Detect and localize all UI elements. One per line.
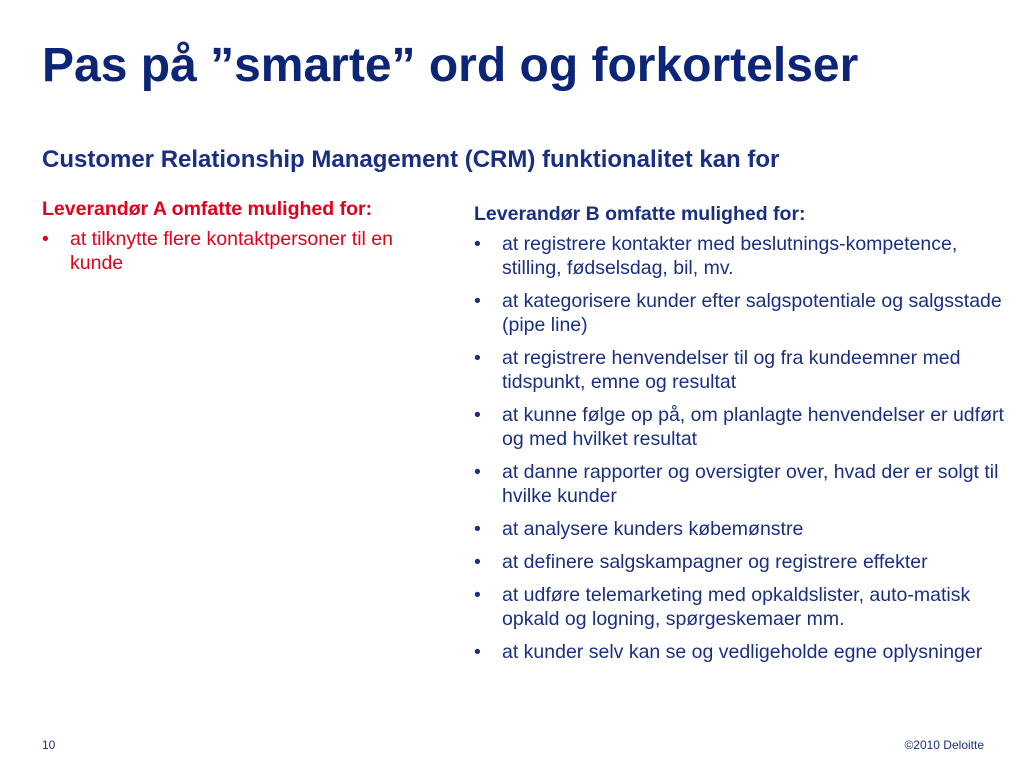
bullet-icon: •: [474, 404, 481, 426]
bullet-icon: •: [474, 641, 481, 663]
list-item-text: at udføre telemarketing med opkaldslister, auto-matisk opkald og logning, spørgeskemaer mm.: [502, 584, 971, 630]
list-item-text: at definere salgskampagner og registrere effekter: [502, 551, 928, 573]
list-item-text: at registrere henvendelser til og fra kundeemner med tidspunkt, emne og resultat: [502, 347, 961, 393]
list-item-text: at tilknytte flere kontaktpersoner til en kunde: [70, 228, 393, 274]
vendor-b-heading: Leverandør B omfatte mulighed for:: [474, 203, 806, 225]
page-number: 10: [42, 738, 56, 752]
list-item: [474, 346, 1014, 394]
list-item-text: at analysere kunders købemønstre: [502, 518, 804, 540]
bullet-icon: •: [474, 584, 481, 606]
list-item: [42, 227, 434, 275]
bullet-icon: •: [474, 290, 481, 312]
vendor-b-column: [474, 202, 1014, 673]
list-item: [474, 403, 1014, 451]
vendor-a-column: [42, 197, 434, 275]
bullet-icon: •: [474, 518, 481, 540]
list-item: [474, 517, 1014, 541]
list-item: [474, 232, 1014, 280]
vendor-a-heading: Leverandør A omfatte mulighed for:: [42, 198, 373, 220]
slide-subtitle: Customer Relationship Management (CRM) funktionalitet kan for: [42, 146, 780, 173]
list-item: [474, 583, 1014, 631]
vendor-b-list: [474, 232, 1014, 664]
copyright-notice: ©2010 Deloitte: [904, 738, 984, 752]
list-item: [474, 460, 1014, 508]
list-item-text: at registrere kontakter med beslutnings-kompetence, stilling, fødselsdag, bil, mv.: [502, 233, 958, 279]
bullet-icon: •: [474, 347, 481, 369]
bullet-icon: •: [474, 551, 481, 573]
list-item-text: at kunder selv kan se og vedligeholde egne oplysninger: [502, 641, 983, 663]
list-item-text: at kategorisere kunder efter salgspotentiale og salgsstade (pipe line): [502, 290, 1002, 336]
list-item-text: at kunne følge op på, om planlagte henvendelser er udført og med hvilket resultat: [502, 404, 1004, 450]
list-item: [474, 289, 1014, 337]
list-item-text: at danne rapporter og oversigter over, hvad der er solgt til hvilke kunder: [502, 461, 999, 507]
slide-title: Pas på ”smarte” ord og forkortelser: [42, 39, 859, 92]
bullet-icon: •: [474, 233, 481, 255]
list-item: [474, 550, 1014, 574]
bullet-icon: •: [474, 461, 481, 483]
bullet-icon: •: [42, 228, 49, 250]
vendor-a-list: [42, 227, 434, 275]
list-item: [474, 640, 1014, 664]
